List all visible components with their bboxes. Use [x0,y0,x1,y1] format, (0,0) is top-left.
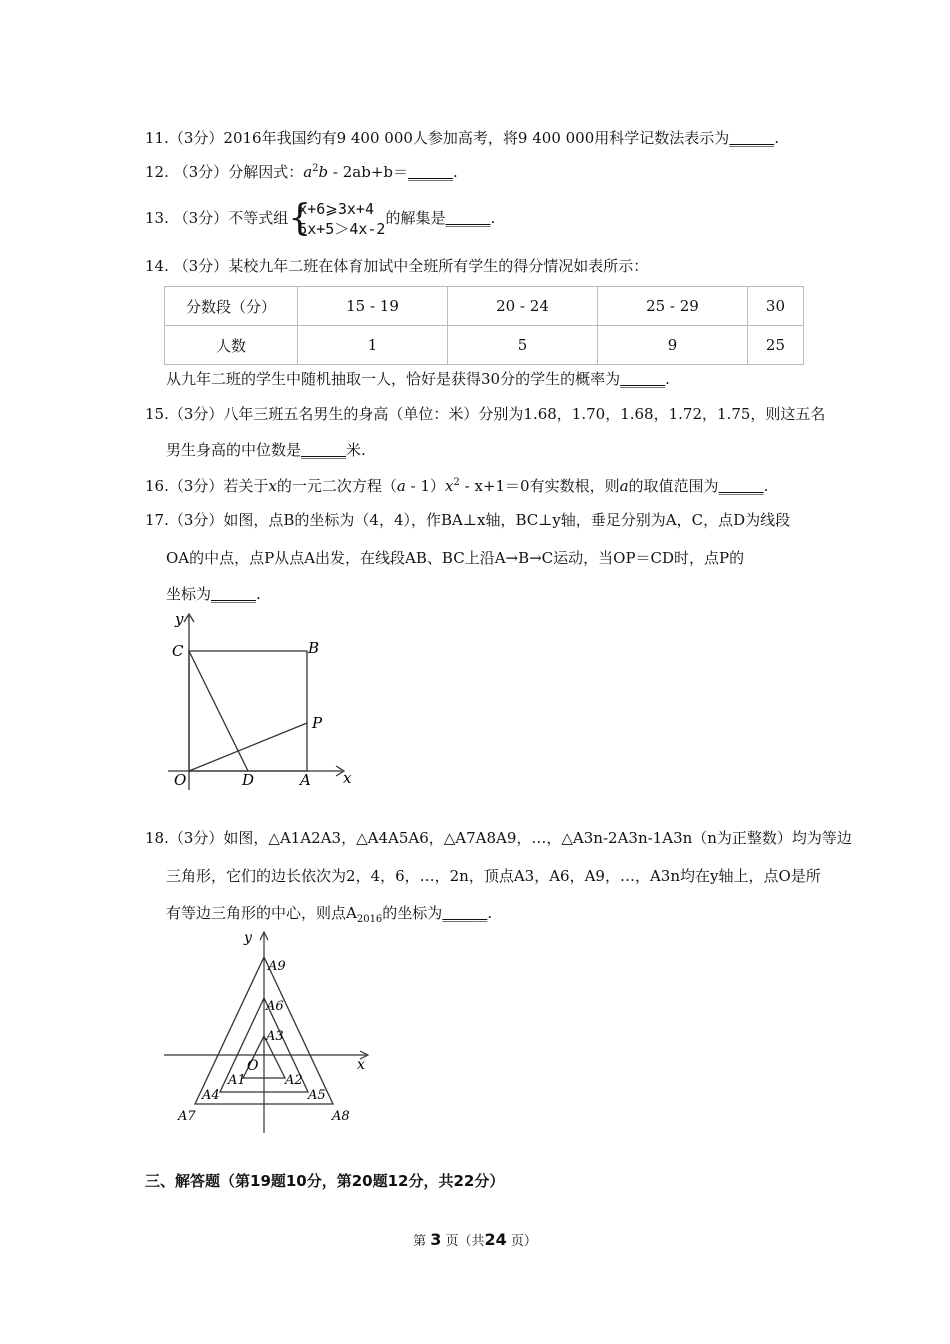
inequality-system: { x+6⩾3x+4 5x+5＞4x-2 [288,198,386,239]
answer-blank: ______ [445,209,491,227]
table-cell: 25 [747,326,803,365]
question-11: 11.（3分）2016年我国约有9 400 000人参加高考，将9 400 000用科学记数法表示为______. [145,129,780,147]
label-P: P [312,714,323,732]
answer-blank: ______ [729,129,775,147]
label-O: O [174,771,187,789]
question-17-line3: 坐标为______. [166,585,261,603]
table-cell: 20 - 24 [447,287,597,326]
question-16: 16.（3分）若关于x的一元二次方程$(a - 1)x^2 - x+1=0$有实数根，则a的取值范围为______. [145,477,769,495]
question-18: 18.（3分）如图，△A1A2A3，△A4A5A6，△A7A8A9，…，△A3n-2A3n-1A3n（n为正整数）均为等边 [145,829,852,847]
question-15: 15.（3分）八年三班五名男生的身高（单位：米）分别为1.68，1.70，1.68，1.72，1.75，则这五名 [145,405,826,423]
label-A7: A7 [178,1109,196,1124]
label-x: x [343,769,352,787]
answer-blank: ______ [211,585,257,603]
table-cell: 1 [298,326,448,365]
label-A8: A8 [332,1109,350,1124]
question-14: 14. （3分）某校九年二班在体育加试中全班所有学生的得分情况如表所示： [145,257,649,275]
score-table [164,286,804,365]
table-cell: 25 - 29 [597,287,747,326]
table-cell: 人数 [165,326,298,365]
table-cell: 30 [747,287,803,326]
table-cell: 15 - 19 [298,287,448,326]
question-12: 12. （3分）分解因式：$a^2b$ - 2ab+b＝______. [145,163,458,181]
answer-blank: ______ [301,441,347,459]
question-15-line2: 男生身高的中位数是______米. [166,441,366,459]
answer-blank: ______ [408,163,454,181]
answer-blank: ______ [442,904,488,922]
label-A3: A3 [266,1029,284,1044]
answer-blank: ______ [718,477,764,495]
page-number: 3 [430,1230,442,1249]
question-14-follow: 从九年二班的学生中随机抽取一人，恰好是获得30分的学生的概率为______. [166,370,670,388]
table-cell: 5 [447,326,597,365]
label-y: y [175,610,184,628]
answer-blank: ______ [620,370,666,388]
segment-OP [189,723,307,771]
label-A9: A9 [268,959,286,974]
question-17: 17.（3分）如图，点B的坐标为（4，4），作BA⊥x轴，BC⊥y轴，垂足分别为A，C，点D为线段 [145,511,791,529]
label-A1: A1 [228,1073,246,1088]
label-D: D [242,771,255,789]
label-A4: A4 [202,1088,220,1103]
label-O: O [247,1058,259,1074]
label-A2: A2 [285,1073,303,1088]
label-x: x [357,1057,365,1073]
figure-q17 [160,608,360,798]
page-footer: 第 3 页（共24 页） [413,1230,537,1249]
segment-CD [189,651,248,771]
label-y: y [244,930,252,946]
question-13: 13. （3分）不等式组 { x+6⩾3x+4 5x+5＞4x-2 的解集是______. [145,198,496,239]
question-17-line2: OA的中点，点P从点A出发，在线段AB、BC上沿A→B→C运动，当OP＝CD时，点P的 [166,549,745,567]
total-pages: 24 [484,1230,507,1249]
question-18-line2: 三角形，它们的边长依次为2，4，6，…，2n，顶点A3，A6，A9，…，A3n均在y轴上，点O是所 [166,867,821,885]
question-18-line3: 有等边三角形的中心，则点$A_{2016}$的坐标为______. [166,904,493,925]
label-B: B [308,639,320,657]
label-A5: A5 [308,1088,326,1103]
table-header-row [165,287,804,326]
table-row [165,326,804,365]
table-cell: 9 [597,326,747,365]
figure-q18 [160,928,380,1138]
label-A6: A6 [266,999,284,1014]
section-heading: 三、解答题（第19题10分，第20题12分，共22分） [145,1172,505,1190]
label-C: C [172,642,184,660]
brace-icon: { [288,198,312,239]
square-OABC [189,651,307,771]
table-cell: 分数段（分） [165,287,298,326]
label-A: A [300,771,311,789]
